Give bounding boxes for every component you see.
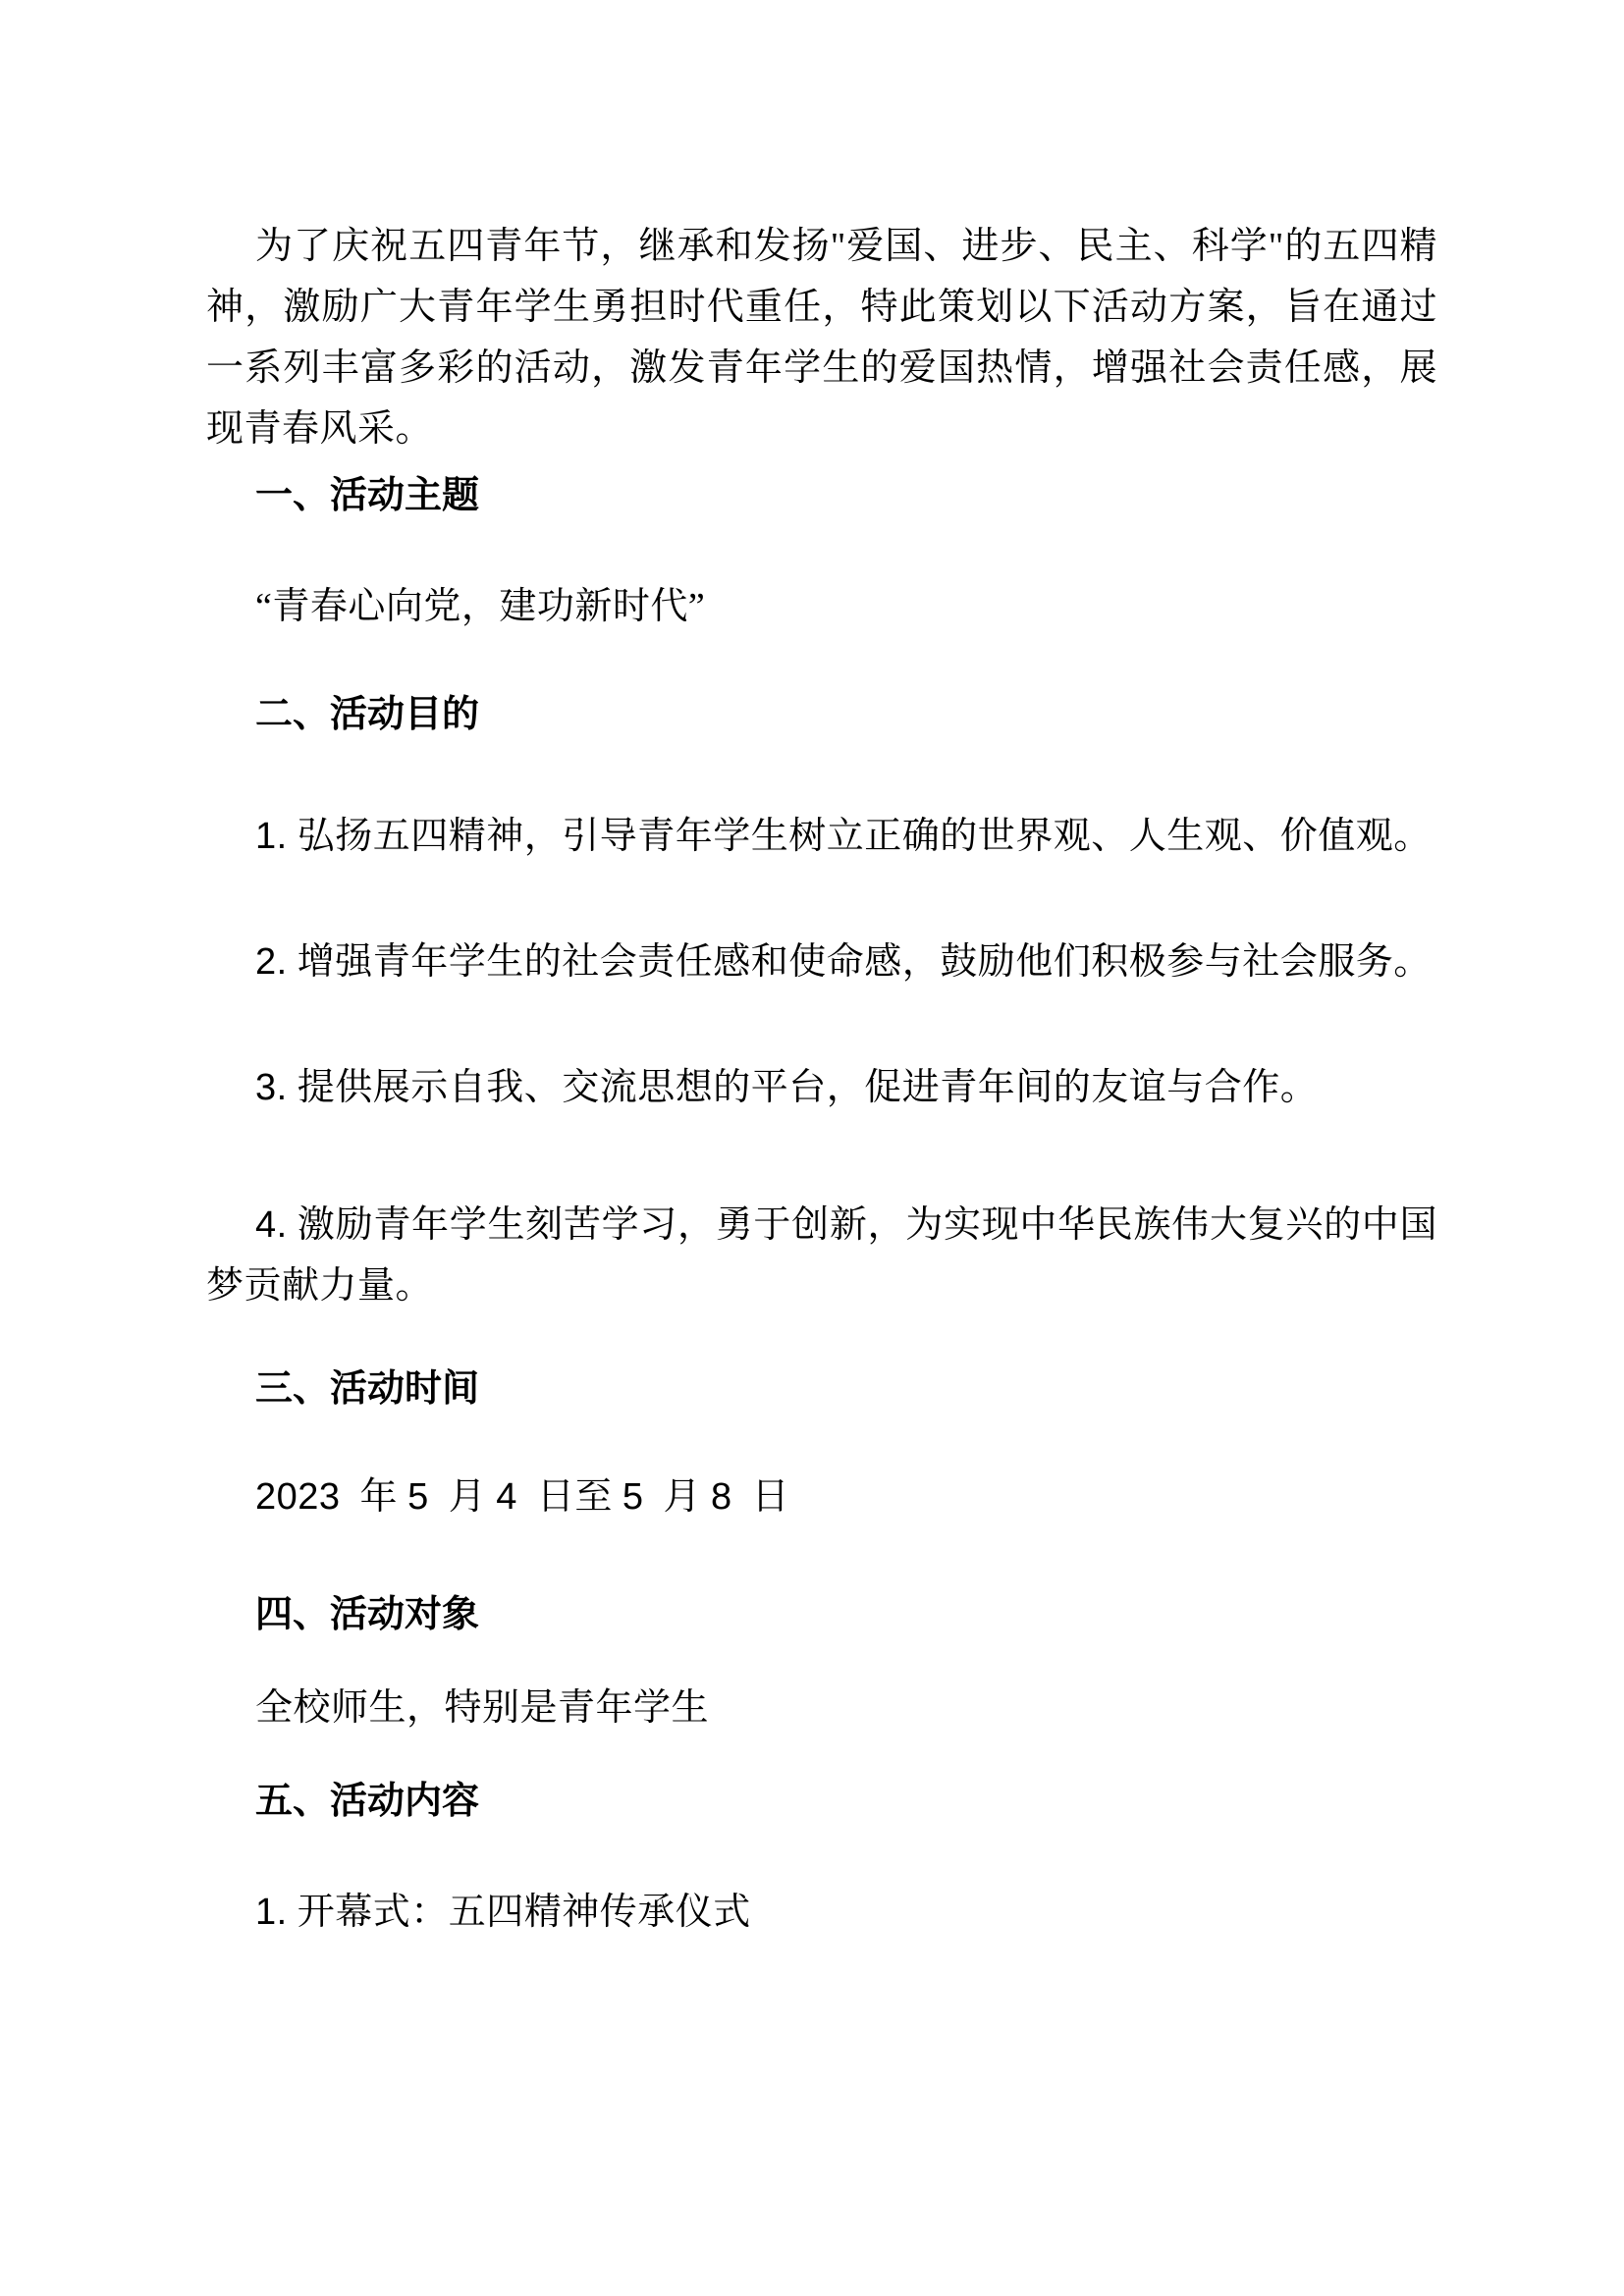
item-number: 3. [255, 1067, 288, 1108]
purpose-item-2 [206, 932, 1437, 992]
heading-section-2-purpose: 二、活动目的 [255, 694, 480, 735]
activity-date-text: 2023 年 5 月 4 日至 5 月 8 日 [255, 1476, 790, 1518]
item-text: 提供展示自我、交流思想的平台，促进青年间的友谊与合作。 [297, 1067, 1319, 1108]
item-number: 4. [255, 1204, 288, 1246]
item-text: 增强青年学生的社会责任感和使命感，鼓励他们积极参与社会服务。 [297, 941, 1432, 983]
item-number: 2. [255, 941, 288, 983]
item-number: 1. [255, 816, 288, 857]
purpose-item-3 [206, 1057, 1437, 1118]
purpose-item-4 [206, 1195, 1437, 1316]
item-text: 弘扬五四精神，引导青年学生树立正确的世界观、人生观、价值观。 [297, 816, 1432, 857]
item-text: 开幕式：五四精神传承仪式 [297, 1892, 751, 1933]
purpose-item-1 [206, 806, 1437, 867]
heading-section-4-audience: 四、活动对象 [255, 1594, 480, 1635]
theme-quote-text: “青春心向党，建功新时代” [255, 586, 706, 627]
content-item-1 [206, 1882, 1437, 1943]
heading-section-5-content: 五、活动内容 [255, 1781, 480, 1822]
audience-text: 全校师生，特别是青年学生 [255, 1687, 710, 1729]
heading-section-3-time: 三、活动时间 [255, 1368, 480, 1410]
item-number: 1. [255, 1892, 288, 1933]
heading-section-1-theme: 一、活动主题 [255, 475, 480, 516]
item-text: 激励青年学生刻苦学习，勇于创新，为实现中华民族伟大复兴的中国梦贡献力量。 [206, 1204, 1437, 1307]
intro-paragraph: 为了庆祝五四青年节，继承和发扬"爱国、进步、民主、科学"的五四精神，激励广大青年学生勇担时代重任，特此策划以下活动方案，旨在通过一系列丰富多彩的活动，激发青年学生的爱国热情，增强社会责任感，展现青春风采。 [206, 226, 1437, 450]
